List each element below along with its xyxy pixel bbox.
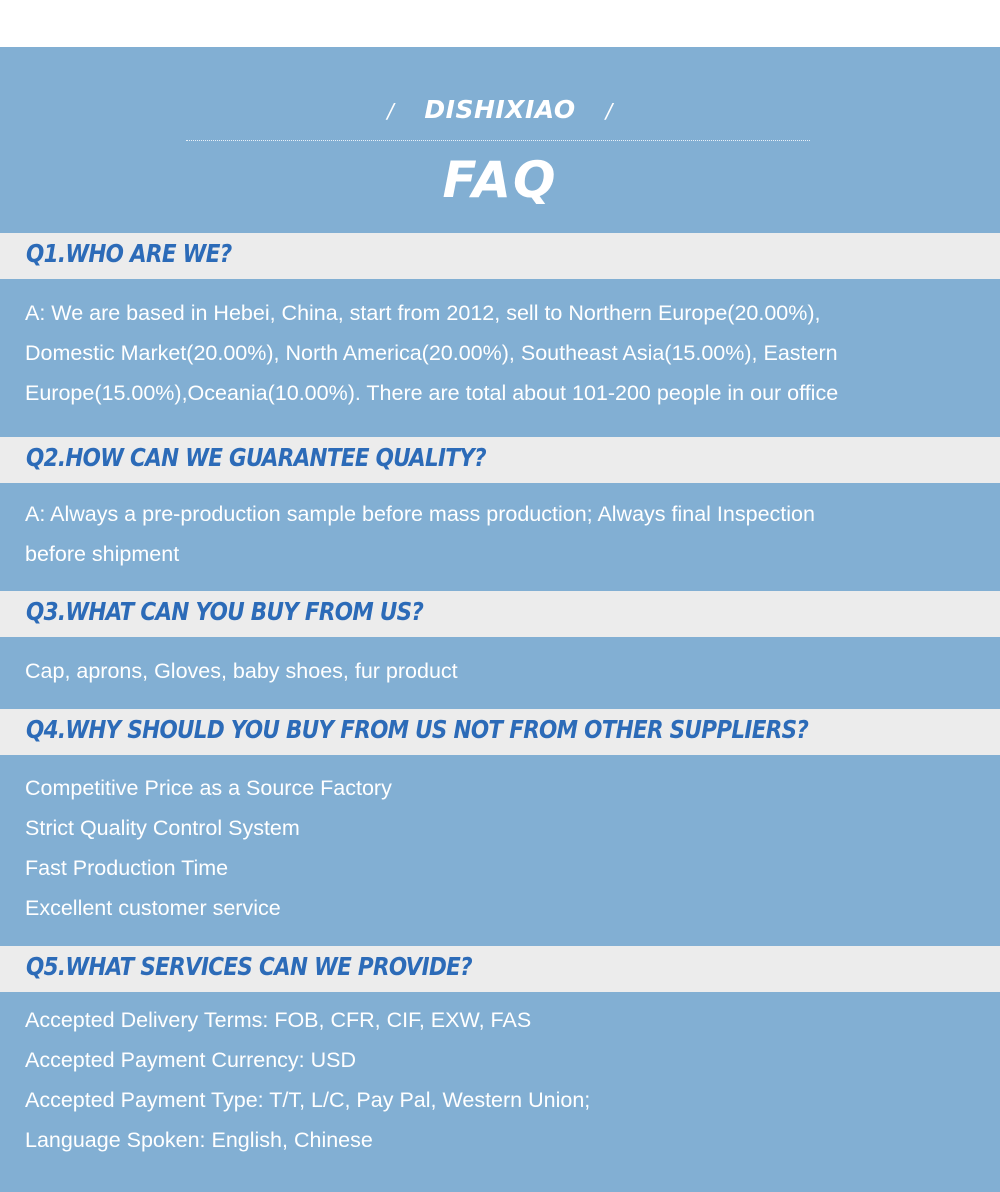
- faq-header: [0, 47, 1000, 232]
- answer-line: Strict Quality Control System: [25, 816, 300, 840]
- question-band-3: [0, 591, 1000, 637]
- answer-line: Excellent customer service: [25, 896, 281, 920]
- answer-line: Europe(15.00%),Oceania(10.00%). There are total about 101-200 people in our office: [25, 381, 839, 405]
- answer-line: Fast Production Time: [25, 856, 229, 880]
- answer-line: Accepted Payment Type: T/T, L/C, Pay Pal, Western Union;: [25, 1088, 591, 1112]
- question-band-5: [0, 946, 1000, 992]
- question-title-2: Q2.HOW CAN WE GUARANTEE QUALITY?: [26, 443, 486, 472]
- question-band-4: [0, 709, 1000, 755]
- answer-line: A: Always a pre-production sample before mass production; Always final Inspection: [25, 502, 815, 526]
- answer-line: Domestic Market(20.00%), North America(20.00%), Southeast Asia(15.00%), Eastern: [25, 341, 838, 365]
- question-title-4: Q4.WHY SHOULD YOU BUY FROM US NOT FROM OTHER SUPPLIERS?: [26, 715, 809, 744]
- answer-line: before shipment: [25, 542, 180, 566]
- answer-5: [25, 1000, 975, 1160]
- question-band-2: [0, 437, 1000, 483]
- left-slash: /: [387, 99, 395, 123]
- answer-line: Competitive Price as a Source Factory: [25, 776, 392, 800]
- brand-name: DISHIXIAO: [424, 95, 576, 124]
- right-slash: /: [605, 99, 613, 123]
- answer-line: Cap, aprons, Gloves, baby shoes, fur product: [25, 659, 458, 683]
- question-title-5: Q5.WHAT SERVICES CAN WE PROVIDE?: [26, 952, 472, 981]
- answer-4: [25, 768, 975, 928]
- question-title-1: Q1.WHO ARE WE?: [26, 239, 232, 268]
- question-band-1: [0, 233, 1000, 279]
- question-title-3: Q3.WHAT CAN YOU BUY FROM US?: [26, 597, 424, 626]
- brand-row: [0, 95, 1000, 124]
- answer-2: [25, 494, 975, 574]
- answer-line: Accepted Delivery Terms: FOB, CFR, CIF, EXW, FAS: [25, 1008, 532, 1032]
- answer-line: A: We are based in Hebei, China, start from 2012, sell to Northern Europe(20.00%),: [25, 301, 821, 325]
- page-title: FAQ: [442, 151, 558, 209]
- answer-1: [25, 293, 975, 413]
- answer-3: [25, 651, 975, 691]
- answer-line: Accepted Payment Currency: USD: [25, 1048, 356, 1072]
- answer-line: Language Spoken: English, Chinese: [25, 1128, 373, 1152]
- header-divider: [186, 140, 810, 141]
